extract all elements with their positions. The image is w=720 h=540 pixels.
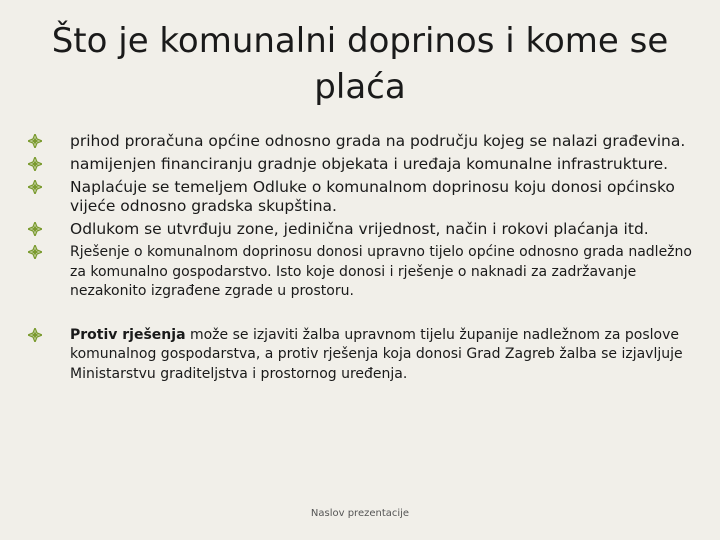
bullet-list — [24, 132, 694, 388]
slide-footer: Naslov prezentacije — [310, 508, 410, 519]
diamond-bullet-icon — [28, 157, 42, 171]
bullet-item — [24, 132, 694, 151]
diamond-bullet-icon — [28, 328, 42, 342]
diamond-bullet-icon — [28, 245, 42, 259]
bullet-text: može se izjaviti žalba upravnom tijelu županije nadležnom za poslove komunalnog gospodarstva, a protiv rješenja koja donosi Grad Zagreb žalba se izjavljuje Ministarstvu graditeljstva i prostornog uređenja. — [70, 326, 683, 382]
diamond-bullet-icon — [28, 134, 42, 148]
bullet-text: Naplaćuje se temeljem Odluke o komunalnom doprinosu koju donosi općinsko vijeće odnosno gradska skupština. — [70, 178, 675, 215]
diamond-bullet-icon — [28, 180, 42, 194]
diamond-bullet-icon — [28, 222, 42, 236]
bullet-item — [24, 220, 694, 239]
slide-title — [40, 18, 680, 110]
bullet-item — [24, 155, 694, 174]
bullet-text: prihod proračuna općine odnosno grada na području kojeg se nalazi građevina. — [70, 132, 686, 150]
slide-title-line2: plaća — [314, 67, 406, 107]
bullet-item — [24, 178, 694, 216]
bullet-text: Rješenje o komunalnom doprinosu donosi upravno tijelo općine odnosno grada nadležno za komunalno gospodarstvo. Isto koje donosi i rješenje o naknadi za zadržavanje nezakonito izgrađene zgrade u prostoru. — [70, 244, 692, 299]
bullet-item — [24, 243, 694, 302]
slide-title-line1: Što je komunalni doprinos i kome se — [51, 21, 669, 61]
bullet-text: Odlukom se utvrđuju zone, jedinična vrijednost, način i rokovi plaćanja itd. — [70, 220, 649, 238]
bullet-text: namijenjen financiranju gradnje objekata i uređaja komunalne infrastrukture. — [70, 155, 669, 173]
bullet-item — [24, 326, 694, 385]
bullet-bold-text: Protiv rješenja — [70, 326, 186, 343]
